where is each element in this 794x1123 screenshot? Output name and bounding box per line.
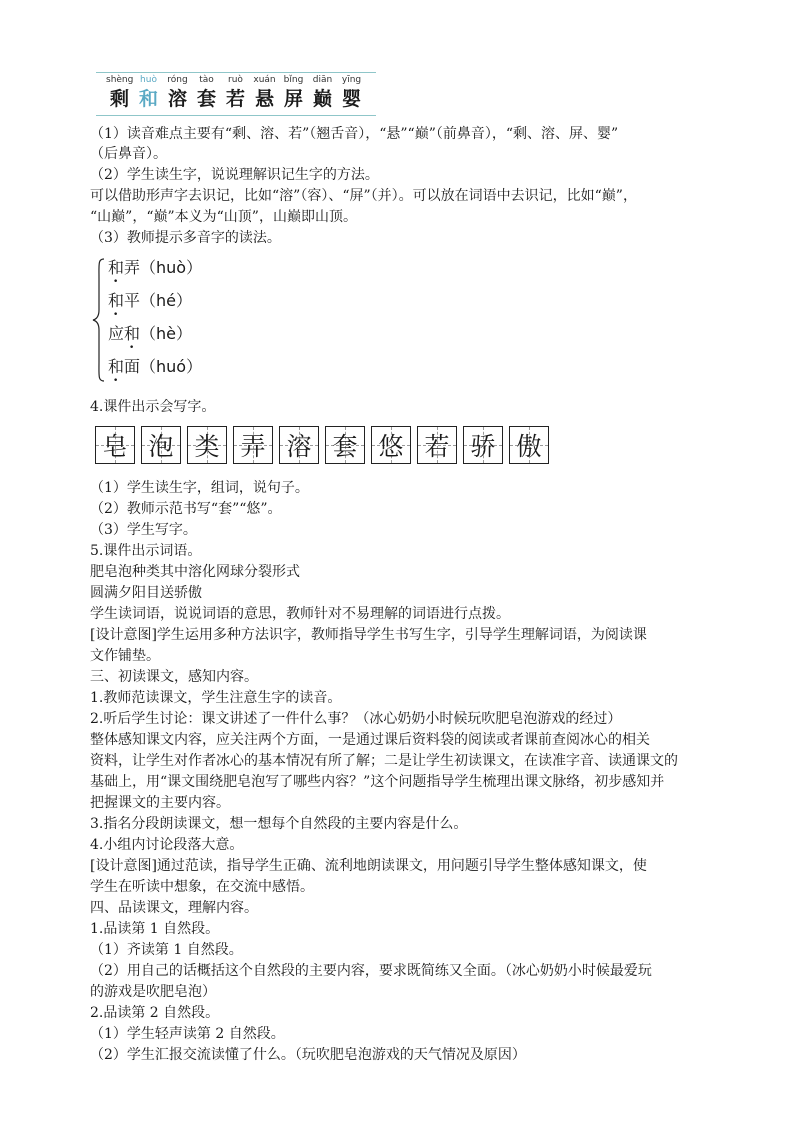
grid-character: 皂 [102, 432, 128, 461]
hanzi-text: 和 [138, 88, 158, 110]
pinyin-cell [338, 74, 365, 111]
hanzi-text: 若 [225, 88, 245, 110]
text-line: （后鼻音）。 [90, 146, 167, 162]
hanzi-text: 剩 [109, 88, 129, 110]
pinyin-cell [193, 74, 220, 111]
text-line: 三、初读课文，感知内容。 [90, 669, 258, 685]
text-line: 四、品读课文，理解内容。 [90, 900, 258, 916]
writing-grid-cell [95, 426, 135, 464]
text-line: 1.教师范读课文，学生注意生字的读音。 [90, 690, 342, 706]
writing-grid-cell [325, 426, 365, 464]
pinyin-text: yīng [341, 75, 362, 85]
grid-character: 套 [332, 432, 358, 461]
pinyin-cell [309, 74, 336, 111]
text-line: 可以借助形声字去识记，比如“溶”（容）、“屏”（并）。可以放在词语中去识记，比如“巅”， [90, 188, 637, 204]
pinyin-character-strip [96, 72, 376, 116]
text-line: 3.指名分段朗读课文，想一想每个自然段的主要内容是什么。 [90, 816, 468, 832]
pinyin-cell [135, 74, 162, 111]
pinyin-text: xuán [253, 75, 276, 85]
text-line: 学生读词语，说说词语的意思，教师针对不易理解的词语进行点拨。 [90, 606, 510, 622]
writing-grid-cell [187, 426, 227, 464]
text-line: （2）教师示范书写“套”“悠”。 [90, 501, 282, 517]
pinyin-text: huò [140, 75, 157, 85]
text-line: 文作铺垫。 [90, 648, 160, 664]
text-line: （3）教师提示多音字的读法。 [90, 230, 281, 246]
text-line: （3）学生写字。 [90, 522, 197, 538]
text-line: 2.听后学生讨论：课文讲述了一件什么事？（冰心奶奶小时候玩吹肥皂泡游戏的经过） [90, 711, 622, 727]
text-line: （2）用自己的话概括这个自然段的主要内容，要求既简练又全面。（冰心奶奶小时候最爱玩 [90, 963, 652, 979]
writing-grid-cell [233, 426, 273, 464]
pinyin-text: tào [199, 75, 214, 85]
pinyin-text: bǐng [283, 75, 304, 85]
text-line: 学生在听读中想象，在交流中感悟。 [90, 879, 314, 895]
pinyin-text: diān [312, 75, 333, 85]
text-line: （2）学生读生字，说说理解识记生字的方法。 [90, 167, 379, 183]
text-line: 5.课件出示词语。 [90, 543, 202, 559]
grid-character: 若 [424, 432, 450, 461]
text-line: 整体感知课文内容，应关注两个方面，一是通过课后资料袋的阅读或者课前查阅冰心的相关 [90, 732, 650, 748]
text-line: 1.品读第 1 自然段。 [90, 921, 220, 937]
hanzi-text: 溶 [167, 88, 187, 110]
text-line: 把握课文的主要内容。 [90, 795, 230, 811]
grid-character: 傲 [516, 432, 542, 461]
text-line: （1）齐读第 1 自然段。 [90, 942, 243, 958]
pinyin-cell [222, 74, 249, 111]
pinyin-text: shèng [106, 75, 134, 85]
text-line: 的游戏是吹肥皂泡） [90, 984, 216, 1000]
text-line: 基础上，用“课文围绕肥皂泡写了哪些内容？”这个问题指导学生梳理出课文脉络，初步感知并 [90, 774, 665, 790]
strip-bottom-rule [96, 115, 376, 116]
writing-grid [95, 426, 555, 464]
pinyin-cell [164, 74, 191, 111]
pinyin-cell [251, 74, 278, 111]
pinyin-cell [106, 74, 133, 111]
writing-grid-cell [371, 426, 411, 464]
hanzi-text: 套 [196, 88, 216, 110]
text-line: （1）学生读生字，组词，说句子。 [90, 480, 309, 496]
writing-grid-cell [509, 426, 549, 464]
text-line: （2）学生汇报交流读懂了什么。（玩吹肥皂泡游戏的天气情况及原因） [90, 1047, 526, 1063]
pinyin-cell [280, 74, 307, 111]
text-line: （1）读音难点主要有“剩、溶、若”（翘舌音），“悬”“巅”（前鼻音），“剩、溶、屏、婴” [90, 126, 619, 142]
hanzi-text: 婴 [341, 88, 361, 110]
grid-character: 弄 [240, 432, 266, 461]
grid-character: 泡 [148, 432, 174, 461]
writing-grid-cell [279, 426, 319, 464]
strip-top-rule [96, 72, 376, 73]
writing-grid-cell [417, 426, 457, 464]
text-line: 资料，让学生对作者冰心的基本情况有所了解；二是让学生初读课文，在读准字音、读通课文的 [90, 753, 678, 769]
polyphone-item: 应和（hè） • [108, 324, 192, 353]
text-line: [设计意图]学生运用多种方法识字，教师指导学生书写生字，引导学生理解词语，为阅读课 [90, 627, 647, 643]
polyphone-item: 和平（hé） • [108, 291, 192, 320]
pinyin-text: róng [167, 75, 188, 85]
grid-character: 类 [194, 432, 220, 461]
grid-character: 骄 [470, 432, 496, 461]
polyphone-item: 和面（huó） • [108, 357, 203, 386]
polyphone-item: 和弄（huò） • [108, 258, 203, 287]
write-heading: 4.课件出示会写字。 [90, 399, 216, 415]
text-line: （1）学生轻声读第 2 自然段。 [90, 1026, 285, 1042]
text-line: “山巅”，“巅”本义为“山顶”，山巅即山顶。 [90, 209, 357, 225]
hanzi-text: 巅 [312, 88, 332, 110]
writing-grid-cell [463, 426, 503, 464]
pinyin-text: ruò [228, 75, 243, 85]
writing-grid-cell [141, 426, 181, 464]
hanzi-text: 屏 [283, 88, 303, 110]
text-line: 圆满夕阳目送骄傲 [90, 585, 202, 601]
text-line: 2.品读第 2 自然段。 [90, 1005, 220, 1021]
brace-icon [92, 258, 106, 382]
text-line: 4.小组内讨论段落大意。 [90, 837, 244, 853]
text-line: [设计意图]通过范读，指导学生正确、流利地朗读课文，用问题引导学生整体感知课文，使 [90, 858, 647, 874]
grid-character: 溶 [286, 432, 312, 461]
text-line: 肥皂泡种类其中溶化网球分裂形式 [90, 564, 300, 580]
grid-character: 悠 [378, 432, 404, 461]
hanzi-text: 悬 [254, 88, 274, 110]
